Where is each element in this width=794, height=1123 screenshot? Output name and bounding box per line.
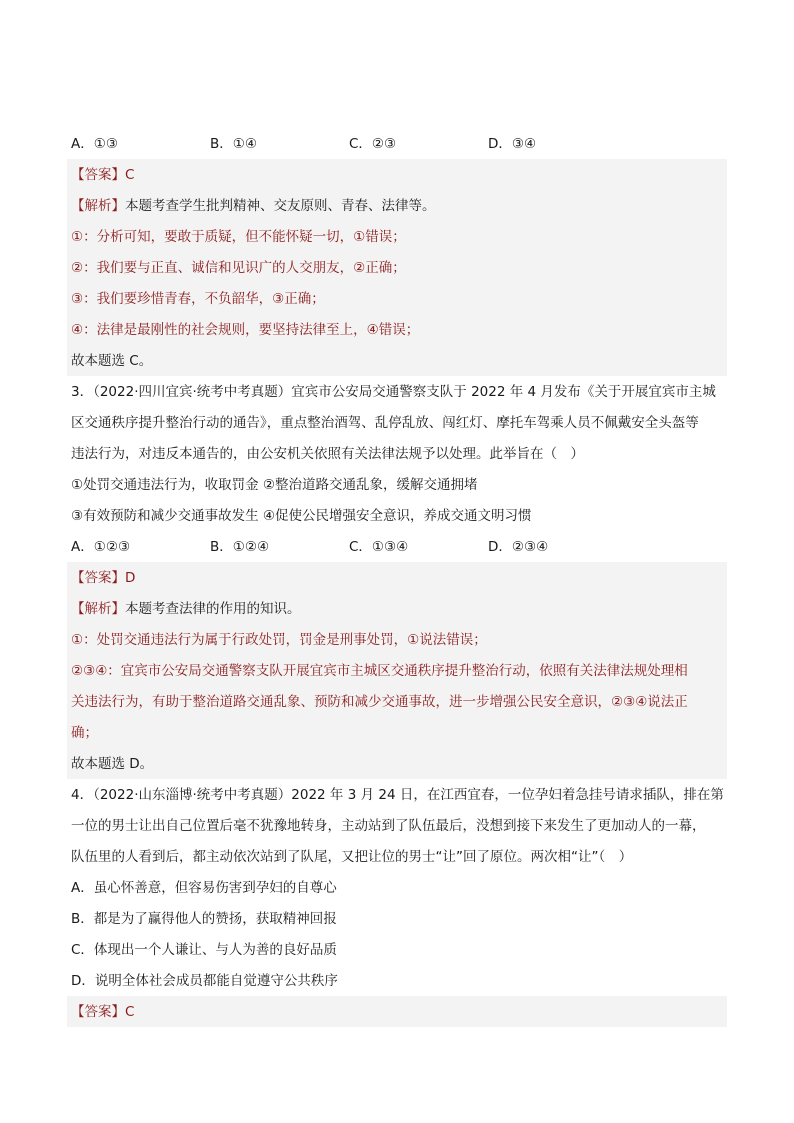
answer-tag: 【答案】 — [71, 569, 125, 586]
analysis-intro: 本题考查学生批判精神、交友原则、青春、法律等。 — [125, 197, 436, 214]
q3-point-2-line-2: 关违法行为，有助于整治道路交通乱象、预防和减少交通事故，进一步增强公民安全意识，②③④说法正 — [67, 686, 727, 717]
q4-stem-line-3: 队伍里的人看到后，都主动依次站到了队尾，又把让位的男士“让”回了原位。两次相“让”（ ） — [71, 848, 633, 865]
q3-statement-2: ③有效预防和减少交通事故发生 ④促使公民增强安全意识，养成交通文明习惯 — [71, 507, 532, 524]
q4-option-b: B．都是为了赢得他人的赞扬，获取精神回报 — [71, 910, 337, 927]
answer-value: C — [125, 1003, 135, 1020]
q4-option-d: D．说明全体社会成员都能自觉遵守公共秩序 — [71, 972, 338, 989]
q2-answer — [67, 159, 727, 190]
q3-statement-1: ①处罚交通违法行为，收取罚金 ②整治道路交通乱象，缓解交通拥堵 — [71, 476, 478, 493]
answer-value: D — [125, 569, 136, 586]
analysis-tag: 【解析】 — [71, 600, 125, 617]
q3-point-1: ①：处罚交通违法行为属于行政处罚，罚金是刑事处罚，①说法错误； — [67, 624, 727, 655]
analysis-tag: 【解析】 — [71, 197, 125, 214]
answer-value: C — [125, 166, 135, 183]
q4-option-c: C．体现出一个人谦让、与人为善的良好品质 — [71, 941, 337, 958]
answer-tag: 【答案】 — [71, 166, 125, 183]
q2-option-a: A．①③ — [71, 135, 118, 152]
q2-point-2: ②：我们要与正直、诚信和见识广的人交朋友，②正确； — [67, 252, 727, 283]
analysis-intro: 本题考查法律的作用的知识。 — [125, 600, 301, 617]
q3-option-b: B．①②④ — [210, 538, 270, 555]
q3-stem-line-3: 违法行为，对违反本通告的，由公安机关依照有关法律法规予以处理。此举旨在（ ） — [71, 445, 584, 462]
q4-option-a: A．虽心怀善意，但容易伤害到孕妇的自尊心 — [71, 879, 337, 896]
q3-option-c: C．①③④ — [349, 538, 409, 555]
q2-point-3: ③：我们要珍惜青春，不负韶华，③正确； — [67, 283, 727, 314]
q2-option-d: D．③④ — [488, 135, 537, 152]
q3-stem-line-2: 区交通秩序提升整治行动的通告》，重点整治酒驾、乱停乱放、闯红灯、摩托车驾乘人员不佩戴安全头盔等 — [71, 414, 699, 431]
q3-stem-line-1: 3．（2022·四川宜宾·统考中考真题）宜宾市公安局交通警察支队于 2022 年 4 月发布《关于开展宜宾市主城 — [71, 383, 716, 400]
q3-option-d: D．②③④ — [488, 538, 549, 555]
q4-stem-line-1: 4．（2022·山东淄博·统考中考真题）2022 年 3 月 24 日，在江西宜春，一位孕妇着急挂号请求插队，排在第 — [71, 786, 724, 803]
q3-point-2-line-3: 确； — [67, 717, 727, 748]
q2-analysis — [67, 190, 727, 221]
q4-stem-line-2: 一位的男士让出自己位置后毫不犹豫地转身，主动站到了队伍最后，没想到接下来发生了更加动人的一幕， — [71, 817, 706, 834]
q3-analysis — [67, 593, 727, 624]
q2-conclusion: 故本题选 C。 — [67, 345, 727, 376]
q2-options — [71, 128, 723, 159]
q2-option-b: B．①④ — [210, 135, 257, 152]
q3-answer — [67, 562, 727, 593]
q3-conclusion: 故本题选 D。 — [67, 748, 727, 779]
q2-point-4: ④：法律是最刚性的社会规则，要坚持法律至上，④错误； — [67, 314, 727, 345]
document-page — [71, 128, 723, 1027]
q3-point-2-line-1: ②③④：宜宾市公安局交通警察支队开展宜宾市主城区交通秩序提升整治行动，依照有关法律法规处理相 — [67, 655, 727, 686]
q4-answer — [67, 996, 727, 1027]
q3-option-a: A．①②③ — [71, 538, 131, 555]
q3-options — [71, 531, 723, 562]
answer-tag: 【答案】 — [71, 1003, 125, 1020]
q2-option-c: C．②③ — [349, 135, 397, 152]
q2-point-1: ①：分析可知，要敢于质疑，但不能怀疑一切，①错误； — [67, 221, 727, 252]
